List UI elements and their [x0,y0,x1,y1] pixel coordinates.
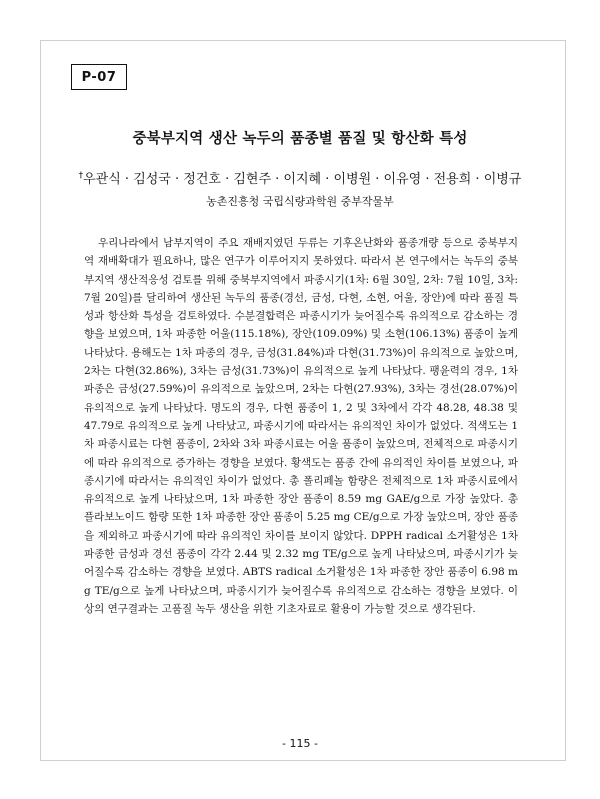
corresponding-author-mark: † [78,171,84,181]
affiliation: 농촌진흥청 국립식량과학원 중부작물부 [206,195,394,208]
abstract-body: 우리나라에서 남부지역이 주요 재배지였던 두류는 기후온난화와 품종개량 등으로 중북부지역 재배확대가 필요하나, 많은 연구가 이루어지지 못하였다. 따라서 본 연구에서는 녹두의 중북부지역 생산적응성 검토를 위해 중북부지역에서 파종시기(1차: 6월 30일, 2차: 7월 10일, 3차: 7월 20일)를 달리하여 생산된 녹두의 품종(경선, 금성, 다현, 소현, 어울, 장안)에 따라 품질 특성과 항산화 특성을 검토하였다. 수분결합력은 파종시기가 늦어질수록 유의적으로 감소하는 경향을 보였으며, 1차 파종한 어울(115.18%), 장안(109.09%) 및 소현(106.13%) 품종이 높게 나타났다. 용해도는 1차 파종의 경우, 금성(31.84%)과 다현(31.73%)이 유의적으로 높았으며, 2차는 다현(32.86%), 3차는 금성(31.73%)이 유의적으로 높게 나타났다. 팽윤력의 경우, 1차 파종은 금성(27.59%)이 유의적으로 높았으며, 2차는 다현(27.93%), 3차는 경선(28.07%)이 유의적으로 높게 나타났다. 명도의 경우, 다현 품종이 1, 2 및 3차에서 각각 48.28, 48.38 및 47.79로 유의적으로 높게 나타났고, 파종시기에 따라서는 유의적인 차이가 없었다. 적색도는 1차 파종시료는 다현 품종이, 2차와 3차 파종시료는 어울 품종이 높았으며, 전체적으로 파종시기에 따라 유의적으로 증가하는 경향을 보였다. 황색도는 품종 간에 유의적인 차이를 보였으나, 파종시기에 따라서는 유의적인 차이가 없었다. 총 폴리페놀 함량은 전체적으로 1차 파종시료에서 유의적으로 높게 나타났으며, 1차 파종한 장안 품종이 8.59 mg GAE/g으로 가장 높았다. 총 플라보노이드 함량 또한 1차 파종한 장안 품종이 5.25 mg CE/g으로 가장 높았으며, 장안 품종을 제외하고 파종시기에 따라 유의적인 차이를 보이지 않았다. DPPH radical 소거활성은 1차 파종한 금성과 경선 품종이 각각 2.44 및 2.32 mg TE/g으로 높게 나타났으며, 파종시기가 늦어질수록 감소하는 경향을 보였다. ABTS radical 소거활성은 1차 파종한 장안 품종이 6.98 mg TE/g으로 높게 나타났으며, 파종시기가 늦어질수록 유의적으로 감소하는 경향을 보였다. 이상의 연구결과는 고품질 녹두 생산을 위한 기초자료로 활용이 가능할 것으로 생각된다. [84,237,518,615]
author-list [60,168,540,187]
paper-code: P-07 [81,69,117,85]
paper-title: 중북부지역 생산 녹두의 품종별 품질 및 항산화 특성 [132,131,468,147]
paper-code-badge [71,64,127,90]
page-number: - 115 - [282,737,318,750]
authors-text: 우관식 · 김성국 · 정건호 · 김현주 · 이지혜 · 이병원 · 이유영 · 전용희 · 이병규 [83,172,522,187]
